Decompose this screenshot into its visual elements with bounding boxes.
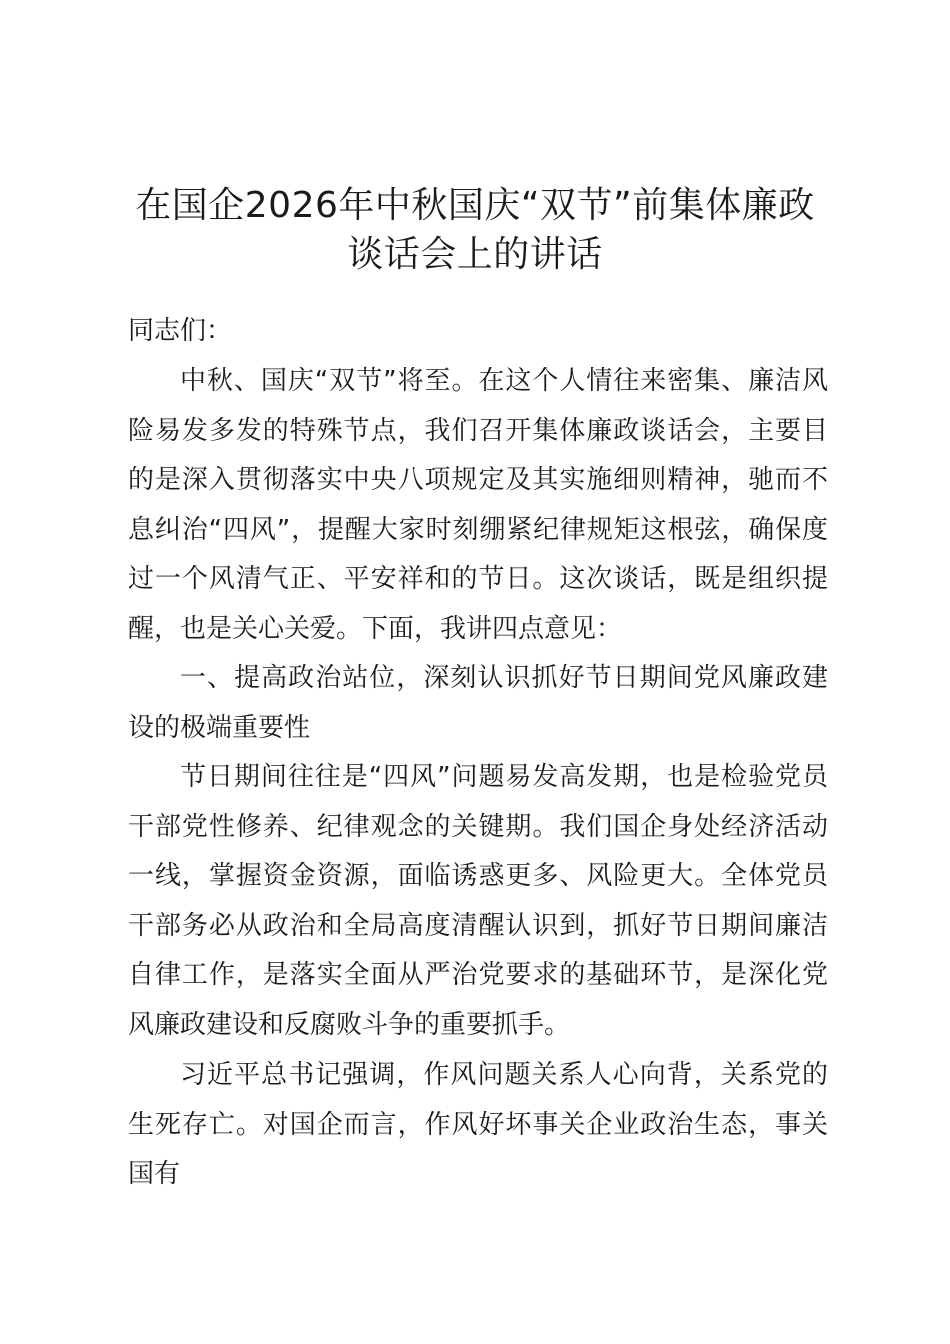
paragraph-section-1-quote: 习近平总书记强调，作风问题关系人心向背，关系党的生死存亡。对国企而言，作风好坏事关企业政治生态，事关国有 [128, 1060, 828, 1189]
paragraph-section-1-body: 节日期间往往是“四风”问题易发高发期，也是检验党员干部党性修养、纪律观念的关键期。我们国企身处经济活动一线，掌握资金资源，面临诱惑更多、风险更大。全体党员干部务必从政治和全局高度清醒认识到，抓好节日期间廉洁自律工作，是落实全面从严治党要求的基础环节，是深化党风廉政建设和反腐败斗争的重要抓手。 [128, 762, 828, 1040]
document-title-line-1: 在国企2026年中秋国庆“双节”前集体廉政 [135, 185, 815, 226]
paragraph-intro: 中秋、国庆“双节”将至。在这个人情往来密集、廉洁风险易发多发的特殊节点，我们召开集体廉政谈话会，主要目的是深入贯彻落实中央八项规定及其实施细则精神，驰而不息纠治“四风”，提醒大家时刻绷紧纪律规矩这根弦，确保度过一个风清气正、平安祥和的节日。这次谈话，既是组织提醒，也是关心关爱。下面，我讲四点意见： [128, 366, 828, 644]
salutation: 同志们： [128, 316, 233, 346]
section-heading-1: 一、提高政治站位，深刻认识抓好节日期间党风廉政建设的极端重要性 [128, 663, 828, 743]
document-title-line-2: 谈话会上的讲话 [347, 234, 603, 275]
